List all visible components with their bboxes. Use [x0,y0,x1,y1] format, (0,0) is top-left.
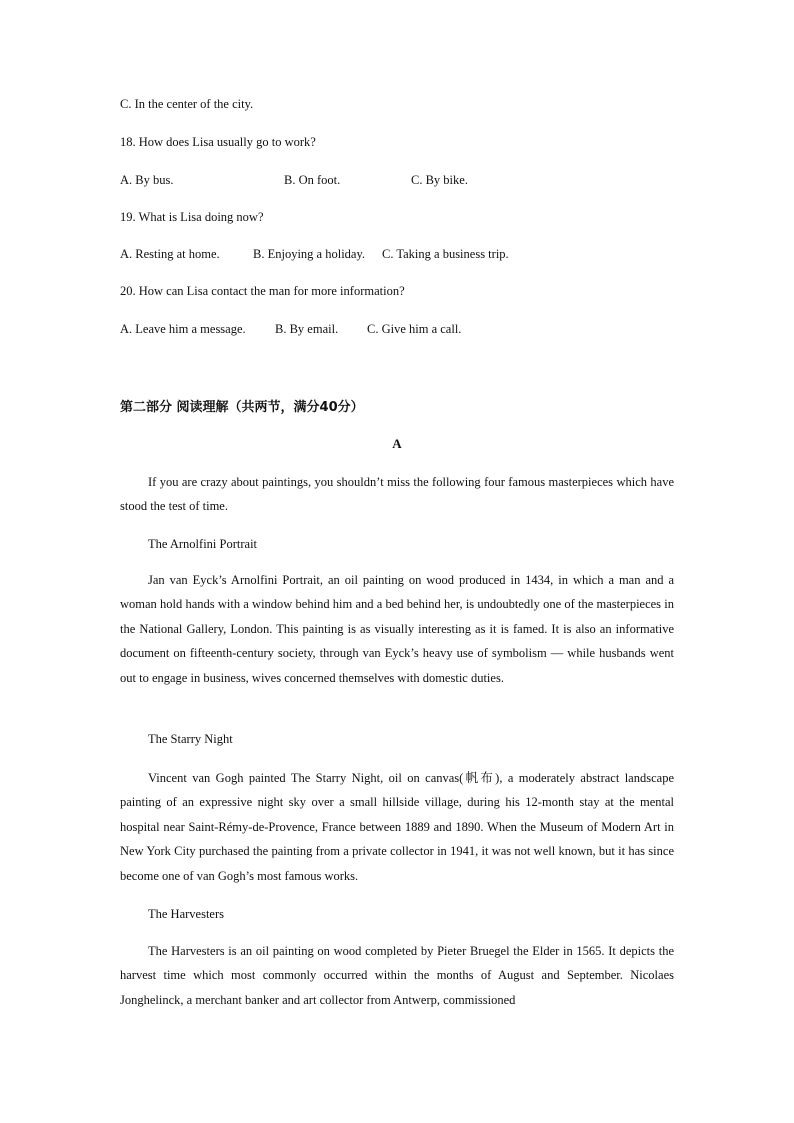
q18-option-b: B. On foot. [284,173,341,187]
q20-option-b: B. By email. [275,322,339,336]
section-heading: 第二部分 阅读理解（共两节，满分40分） [120,400,364,415]
question-18: 18. How does Lisa usually go to work? [120,135,316,149]
q19-option-b: B. Enjoying a holiday. [253,247,366,261]
question-19: 19. What is Lisa doing now? [120,210,264,224]
passage-intro: If you are crazy about paintings, you shouldn’t miss the following four famous masterpieces which have stood the test of time. [120,475,674,514]
passage-label: A [392,436,402,451]
q18-option-c: C. By bike. [411,173,468,187]
painting-title: The Harvesters [148,907,225,921]
q18-option-a: A. By bus. [120,173,174,187]
q20-option-a: A. Leave him a message. [120,322,246,336]
q19-option-c: C. Taking a business trip. [382,247,509,261]
painting-description: The Harvesters is an oil painting on wood completed by Pieter Bruegel the Elder in 1565. It depicts the harvest time which most commonly occurred within the months of August and September. Nicolaes Jonghelinck, a merchant banker and art collector from Antwerp, commissioned [120,944,674,1007]
painting-title: The Starry Night [148,732,233,746]
q19-option-a: A. Resting at home. [120,247,220,261]
q17-option-c: C. In the center of the city. [120,97,254,111]
painting-description: Vincent van Gogh painted The Starry Night, oil on canvas(帆布), a moderately abstract landscape painting of an expressive night sky over a small hillside village, during his 12-month stay at the mental hospital near Saint-Rémy-de-Provence, France between 1889 and 1890. When the Museum of Modern Art in New York City purchased the painting from a private collector in 1941, it was not well known, but it has since become one of van Gogh’s most famous works. [120,771,674,883]
painting-description: Jan van Eyck’s Arnolfini Portrait, an oil painting on wood produced in 1434, in which a man and a woman hold hands with a window behind him and a bed behind her, is undoubtedly one of the masterpieces in the National Gallery, London. This painting is as visually interesting as it is famed. It is also an informative document on fifteenth-century society, through van Eyck’s heavy use of symbolism — while husbands went out to engage in business, wives concerned themselves with domestic duties. [120,573,674,685]
question-20: 20. How can Lisa contact the man for more information? [120,284,405,298]
painting-title: The Arnolfini Portrait [148,537,258,551]
q20-option-c: C. Give him a call. [367,322,462,336]
